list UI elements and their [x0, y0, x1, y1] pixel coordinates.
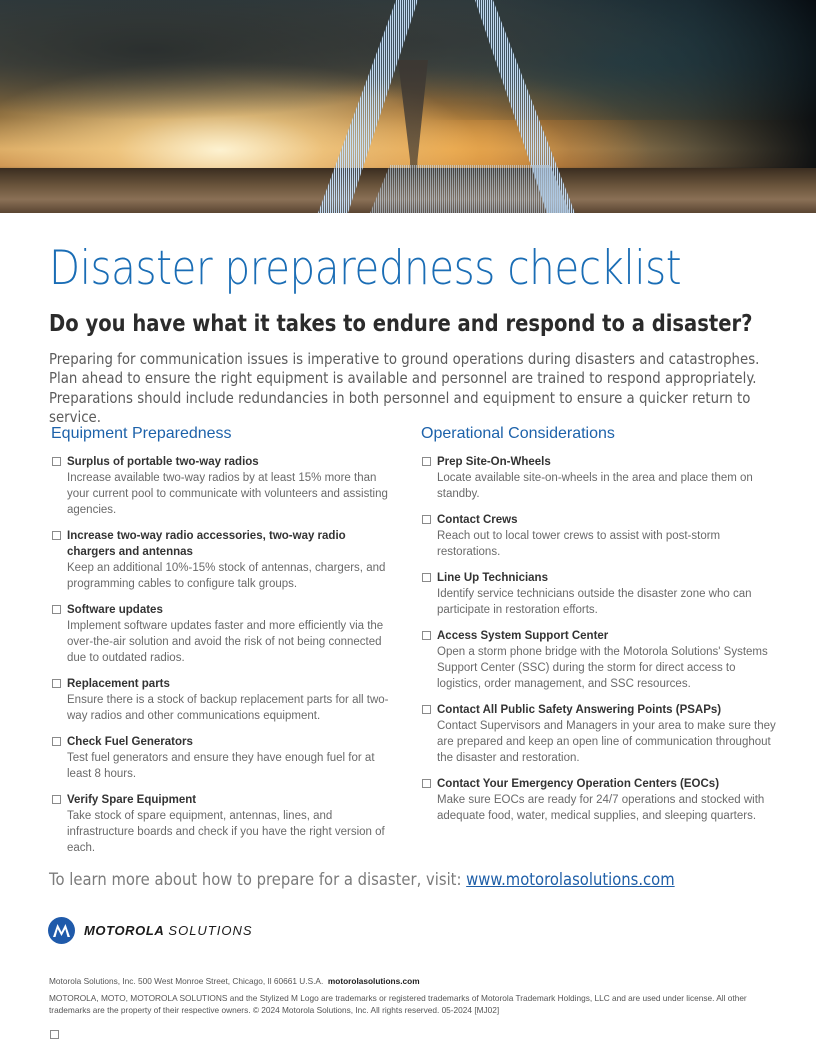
- item-description: Take stock of spare equipment, antennas, lines, and infrastructure boards and check if you have the right version of each.: [67, 810, 385, 854]
- checkbox[interactable]: [422, 573, 431, 582]
- checkbox[interactable]: [422, 631, 431, 640]
- checklist-item: [421, 776, 781, 824]
- item-description: Increase available two-way radios by at least 15% more than your current pool to communicate with volunteers and assisting agencies.: [67, 472, 388, 516]
- website-link[interactable]: www.motorolasolutions.com: [466, 870, 675, 890]
- checkbox[interactable]: [52, 531, 61, 540]
- section-heading: Operational Considerations: [421, 425, 615, 442]
- section-heading: Equipment Preparedness: [51, 425, 232, 442]
- item-description: Open a storm phone bridge with the Motorola Solutions' Systems Support Center (SSC) during the storm for direct access to logistics, order management, and SSC resources.: [437, 646, 768, 690]
- footer-website-link[interactable]: motorolasolutions.com: [327, 976, 420, 986]
- item-title: Replacement parts: [67, 678, 170, 690]
- checkbox[interactable]: [422, 705, 431, 714]
- footer-checkbox[interactable]: [50, 1030, 59, 1039]
- page-title: Disaster preparedness checklist: [49, 241, 682, 296]
- checkbox[interactable]: [52, 737, 61, 746]
- item-title: Check Fuel Generators: [67, 736, 193, 748]
- checklist-item: [421, 512, 781, 560]
- a-graphic-base-stripe: [370, 165, 570, 213]
- item-title: Software updates: [67, 604, 163, 616]
- footer-address: [49, 975, 789, 987]
- item-description: Keep an additional 10%-15% stock of antennas, chargers, and programming cables to configure talk groups.: [67, 562, 386, 590]
- logo-wordmark: [84, 923, 253, 938]
- item-title: Contact All Public Safety Answering Points (PSAPs): [437, 704, 722, 716]
- checkbox[interactable]: [52, 795, 61, 804]
- learn-more-callout: [49, 870, 675, 890]
- checkbox[interactable]: [52, 457, 61, 466]
- item-title: Increase two-way radio accessories, two-way radio chargers and antennas: [67, 530, 346, 558]
- item-title: Prep Site-On-Wheels: [437, 456, 551, 468]
- page-subtitle: Do you have what it takes to endure and respond to a disaster?: [49, 311, 753, 337]
- motorola-m-logo-icon: [48, 917, 75, 944]
- item-title: Surplus of portable two-way radios: [67, 456, 259, 468]
- item-title: Line Up Technicians: [437, 572, 548, 584]
- checkbox[interactable]: [52, 679, 61, 688]
- equipment-preparedness-section: [51, 424, 396, 866]
- item-description: Implement software updates faster and more efficiently via the over-the-air solution and avoid the risk of not being connected due to outdated radios.: [67, 620, 384, 664]
- checklist-item: [51, 792, 396, 856]
- checklist-item: [51, 734, 396, 782]
- footer-legal: MOTOROLA, MOTO, MOTOROLA SOLUTIONS and the Stylized M Logo are trademarks or registered trademarks of Motorola Trademark Holdings, LLC and are used under license. All other trademarks are the property of their respective owners. © 2024 Motorola Solutions, Inc. All rights reserved. 05-2024 [MJ02]: [49, 993, 747, 1015]
- item-title: Contact Crews: [437, 514, 518, 526]
- checklist-item: [51, 454, 396, 518]
- motorola-solutions-logo: [48, 915, 253, 945]
- checklist-item: [421, 454, 781, 502]
- item-description: Reach out to local tower crews to assist with post-storm restorations.: [437, 530, 721, 558]
- item-description: Contact Supervisors and Managers in your area to make sure they are prepared and keep an open line of communication throughout the disaster and restoration.: [437, 720, 776, 764]
- item-description: Identify service technicians outside the disaster zone who can participate in restoration efforts.: [437, 588, 752, 616]
- hero-image: [0, 0, 816, 213]
- checklist-item: [421, 628, 781, 692]
- checklist-item: [421, 570, 781, 618]
- item-description: Locate available site-on-wheels in the area and place them on standby.: [437, 472, 753, 500]
- item-title: Verify Spare Equipment: [67, 794, 197, 806]
- checkbox[interactable]: [52, 605, 61, 614]
- checkbox[interactable]: [422, 779, 431, 788]
- item-title: Access System Support Center: [437, 630, 609, 642]
- address-text: Motorola Solutions, Inc. 500 West Monroe Street, Chicago, Il 60661 U.S.A.: [49, 976, 324, 986]
- learn-more-text: To learn more about how to prepare for a disaster, visit:: [49, 870, 467, 890]
- item-description: Ensure there is a stock of backup replacement parts for all two-way radios and other communications equipment.: [67, 694, 389, 722]
- item-description: Make sure EOCs are ready for 24/7 operations and stocked with adequate food, water, medical supplies, and sleeping quarters.: [437, 794, 765, 822]
- logo-word-bold: MOTOROLA: [84, 922, 165, 938]
- checklist-item: [51, 676, 396, 724]
- intro-paragraph: Preparing for communication issues is imperative to ground operations during disasters and catastrophes. Plan ahead to ensure the right equipment is available and personnel are trained to respond appropriately. Preparations should include redundancies in both personnel and equipment to ensure a quicker return to service.: [49, 350, 760, 426]
- checkbox[interactable]: [422, 457, 431, 466]
- checklist-item: [51, 602, 396, 666]
- checklist-item: [421, 702, 781, 766]
- logo-word-light: SOLUTIONS: [168, 922, 253, 938]
- item-title: Contact Your Emergency Operation Centers (EOCs): [437, 778, 720, 790]
- item-description: Test fuel generators and ensure they have enough fuel for at least 8 hours.: [67, 752, 375, 780]
- checklist-item: [51, 528, 396, 592]
- checkbox[interactable]: [422, 515, 431, 524]
- operational-considerations-section: [421, 424, 781, 834]
